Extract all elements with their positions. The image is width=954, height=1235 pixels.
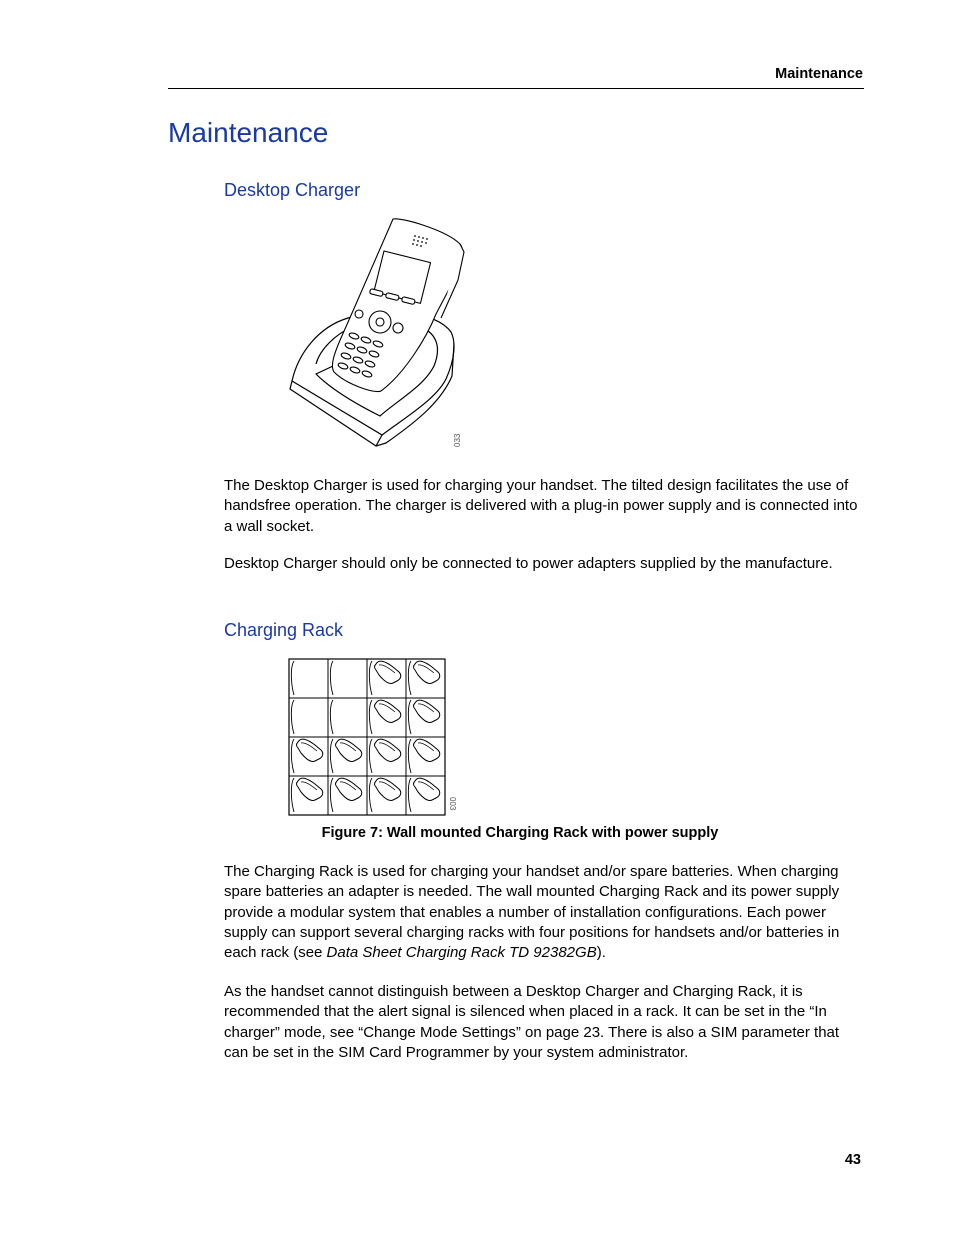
header-rule [168, 88, 864, 89]
paragraph-text: The Charging Rack is used for charging your handset and/or spare batteries. When charging spare batteries an adapter is needed. The wall mounted Charging Rack and its power supply provide a modular system that enables a number of installation configurations. Each power supply can support several charging racks with four positions for handsets and/or batteries in each rack (see [224, 863, 840, 962]
datasheet-reference: Data Sheet Charging Rack TD 92382GB [326, 944, 597, 962]
paragraph-text-end: ). [596, 944, 606, 962]
desktop-charger-heading: Desktop Charger [224, 180, 361, 200]
charging-rack-illustration [287, 657, 459, 819]
charging-rack-paragraph-2: As the handset cannot distinguish between a Desktop Charger and Charging Rack, it is recommended that the alert signal is silenced when placed in a rack. It can be set in the “In charger” mode, see “Change Mode Settings” on page 23. There is also a SIM parameter that can be set in the SIM Card Programmer by your system administrator. [224, 983, 840, 1061]
running-header: Maintenance [775, 66, 863, 82]
figure-caption: Figure 7: Wall mounted Charging Rack with power supply [321, 825, 719, 841]
page-title: Maintenance [168, 117, 329, 148]
charging-rack-heading: Charging Rack [224, 620, 344, 640]
charging-rack-paragraph-1 [224, 862, 864, 963]
figure-code-003: 003 [448, 797, 457, 811]
desktop-charger-paragraph-2: Desktop Charger should only be connected to power adapters supplied by the manufacture. [224, 555, 833, 572]
figure-code-033: 033 [453, 433, 462, 447]
desktop-charger-paragraph-1: The Desktop Charger is used for charging your handset. The tilted design facilitates the use of handsfree operation. The charger is delivered with a plug-in power supply and is connected into a wall socket. [224, 477, 858, 535]
desktop-charger-illustration [286, 214, 486, 454]
page-number: 43 [844, 1152, 861, 1168]
handset-on-charger [332, 219, 464, 392]
